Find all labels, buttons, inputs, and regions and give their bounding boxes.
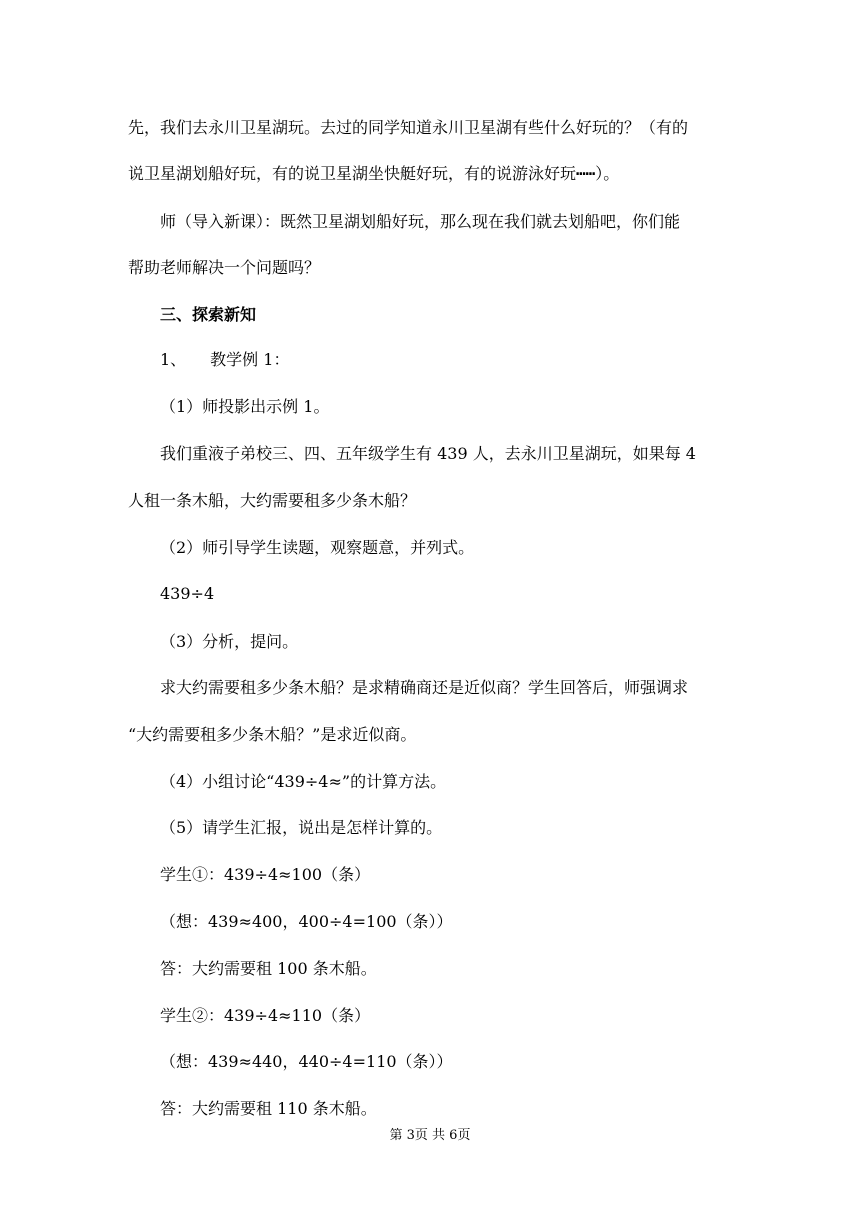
paragraph-line: 我们重液子弟校三、四、五年级学生有 439 人，去永川卫星湖玩，如果每 4: [160, 444, 696, 463]
paragraph-line: （2）师引导学生读题，观察题意，并列式。: [160, 538, 475, 557]
paragraph-line: 求大约需要租多少条木船？是求精确商还是近似商？学生回答后，师强调求: [160, 678, 689, 697]
paragraph-line: （想：439≈440，440÷4=110（条））: [160, 1052, 453, 1071]
paragraph-line: （5）请学生汇报，说出是怎样计算的。: [160, 818, 443, 837]
paragraph-line: 说卫星湖划船好玩，有的说卫星湖坐快艇好玩，有的说游泳好玩┅┅）。: [128, 164, 620, 183]
paragraph-line: 学生②：439÷4≈110（条）: [160, 1006, 371, 1025]
paragraph-line: 帮助老师解决一个问题吗？: [128, 258, 321, 277]
paragraph-line: （1）师投影出示例 1。: [160, 397, 330, 416]
paragraph-line: 答：大约需要租 110 条木船。: [160, 1099, 377, 1118]
paragraph-line: 先，我们去永川卫星湖玩。去过的同学知道永川卫星湖有些什么好玩的？（有的: [128, 118, 689, 137]
paragraph-line: 学生①：439÷4≈100（条）: [160, 865, 371, 884]
paragraph-line: （4）小组讨论“439÷4≈”的计算方法。: [160, 772, 447, 791]
paragraph-line: 答：大约需要租 100 条木船。: [160, 959, 377, 978]
paragraph-line: （想：439≈400，400÷4=100（条））: [160, 912, 453, 931]
paragraph-line: 439÷4: [160, 584, 215, 603]
paragraph-line: 1、 教学例 1：: [160, 350, 290, 369]
section-heading: 三、探索新知: [160, 305, 257, 324]
paragraph-line: 师（导入新课）：既然卫星湖划船好玩，那么现在我们就去划船吧，你们能: [160, 212, 681, 231]
paragraph-line: 人租一条木船，大约需要租多少条木船？: [128, 491, 417, 510]
page-footer: 第 3页 共 6页: [389, 1128, 471, 1143]
paragraph-line: （3）分析，提问。: [160, 632, 299, 651]
paragraph-line: “大约需要租多少条木船？”是求近似商。: [128, 725, 417, 744]
